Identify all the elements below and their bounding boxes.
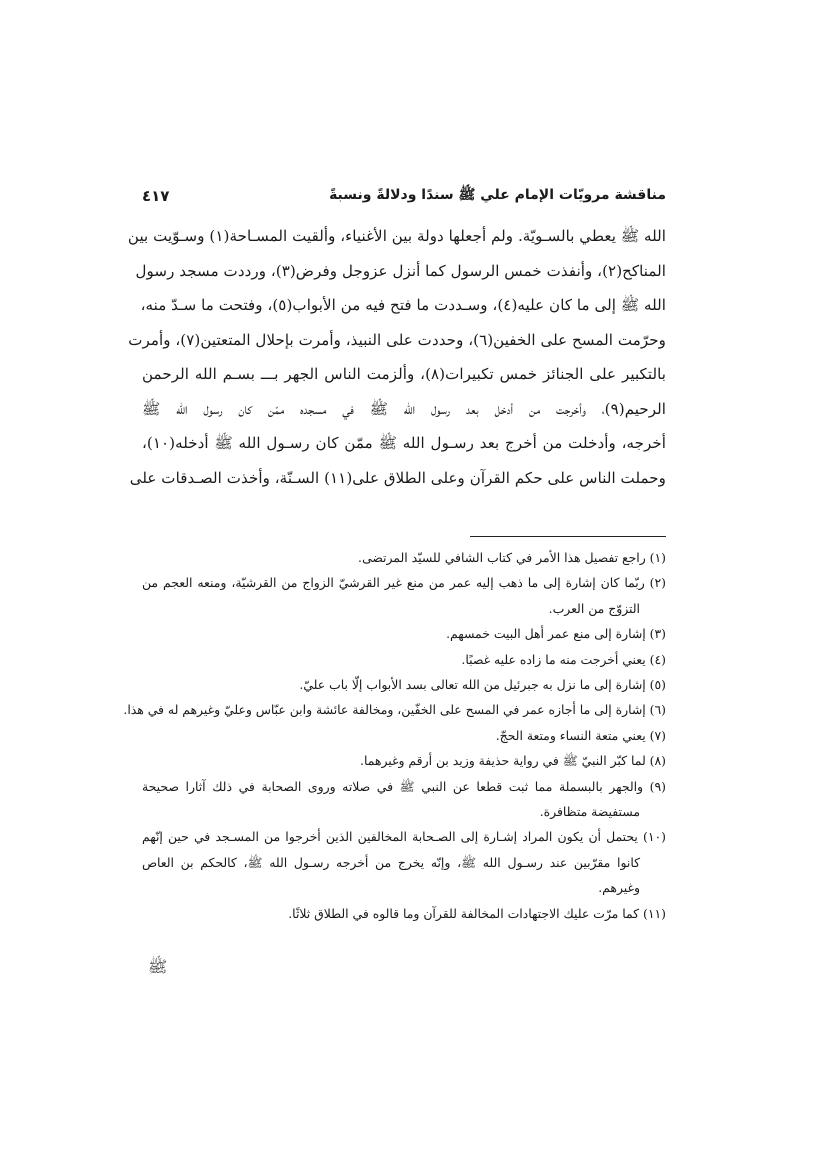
- footnote-line: (٣) إشارة إلى منع عمر أهل البيت خمسهم.: [446, 626, 666, 642]
- footnote-5: [142, 672, 666, 697]
- footnote-3: [142, 621, 666, 646]
- main-text-line: الله ﷺ يعطي بالسـويّة. ولم أجعلها دولة بين الأغنياء، وألقيت المسـاحة(١) وسـوّيت بين: [127, 227, 666, 245]
- footnote-line: (٦) إشارة إلى ما أجازه عمر في المسح على الخفّين، ومخالفة عائشة وابن عبّاس وعليّ وغيرهم له في هذا.: [123, 702, 666, 718]
- main-text-line: أخرجه، وأدخلت من أخرج بعد رسـول الله ﷺ ممّن كان رسـول الله ﷺ أدخله(١٠)،: [142, 434, 666, 452]
- footnote-line: (٧) يعني متعة النساء ومتعة الحجّ.: [495, 727, 666, 743]
- footnote-line: (١٠) يحتمل أن يكون المراد إشـارة إلى الصـحابة المخالفين الذين أخرجوا من المسـجد في حين إنّهم: [142, 829, 666, 845]
- footnote-10: [142, 824, 666, 900]
- footnote-4: [142, 647, 666, 672]
- page-number: ٤١٧: [142, 187, 170, 205]
- footnote-separator: [470, 536, 666, 537]
- running-header: [142, 184, 666, 208]
- footnote-line: (١١) كما مرّت عليك الاجتهادات المخالفة للقرآن وما قالوه في الطلاق ثلاثًا.: [288, 905, 666, 921]
- running-header-title: مناقشة مرويّات الإمام علي ﷺ سندًا ودلالةً ونسبةً: [329, 187, 666, 203]
- main-text-line: الرحيم(٩)، وأخرجت من أدخل بعد رسول الله ﷺ في مسجده ممّن كان رسول الله ﷺ: [142, 399, 666, 418]
- footnote-11: [142, 901, 666, 926]
- main-text-line: وحملت الناس على حكم القرآن وعلى الطلاق على(١١) السـنّة، وأخذت الصـدقات على: [129, 468, 666, 487]
- footnote-2: [142, 570, 666, 621]
- footnote-8: [142, 748, 666, 773]
- footnote-1: [142, 545, 666, 570]
- footnote-line: (٩) والجهر بالبسملة مما ثبت قطعا عن النبي ﷺ في صلاته وروى الصحابة في ذلك آثارا صحيحة: [142, 778, 666, 794]
- footnote-line: (٤) يعني أخرجت منه ما زاده عليه غصبًا.: [461, 651, 666, 667]
- main-text: [127, 219, 666, 495]
- footnotes-list: [123, 545, 666, 926]
- main-text-line: الله ﷺ إلى ما كان عليه(٤)، وسـددت ما فتح فيه من الأبواب(٥)، وفتحت ما سـدّ منه،: [140, 296, 666, 314]
- footnote-6: [123, 697, 666, 722]
- footnote-line: (١) راجع تفصيل هذا الأمر في كتاب الشافي للسيّد المرتضى.: [358, 550, 666, 565]
- page-end-ornament: ﷺ: [148, 957, 168, 976]
- footnote-line: كانوا مقرّبين عند رسـول الله ﷺ، وإنّه يخرج من أخرجه رسـول الله ﷺ، كالحكم بن العاص: [142, 854, 640, 870]
- main-text-line: بالتكبير على الجنائز خمس تكبيرات(٨)، وألزمت الناس الجهر بـــ بسـم الله الرحمن: [142, 365, 666, 383]
- footnote-7: [142, 723, 666, 748]
- main-text-line: المناكح(٢)، وأنفذت خمس الرسول كما أنزل عزوجل وفرض(٣)، ورددت مسجد رسول: [135, 261, 666, 280]
- footnote-line: مستفيضة متظافرة.: [539, 804, 640, 820]
- footnote-line: (٢) ربّما كان إشارة إلى ما ذهب إليه عمر من منع غير القرشيّ الزواج من القرشيّة، ومنعه العجم من: [142, 575, 666, 591]
- footnote-9: [142, 774, 666, 825]
- footnote-line: (٥) إشارة إلى ما نزل به جبرئيل من الله تعالى بسد الأبواب إلّا باب عليّ.: [299, 677, 666, 693]
- footnote-line: وغيرهم.: [598, 880, 640, 896]
- footnote-line: التزوّج من العرب.: [548, 600, 640, 616]
- footnote-line: (٨) لما كبّر النبيّ ﷺ في رواية حذيفة وزيد بن أرقم وغيرهما.: [360, 753, 666, 769]
- main-text-line: وحرّمت المسح على الخفين(٦)، وحددت على النبيذ، وأمرت بإحلال المتعتين(٧)، وأمرت: [128, 330, 666, 349]
